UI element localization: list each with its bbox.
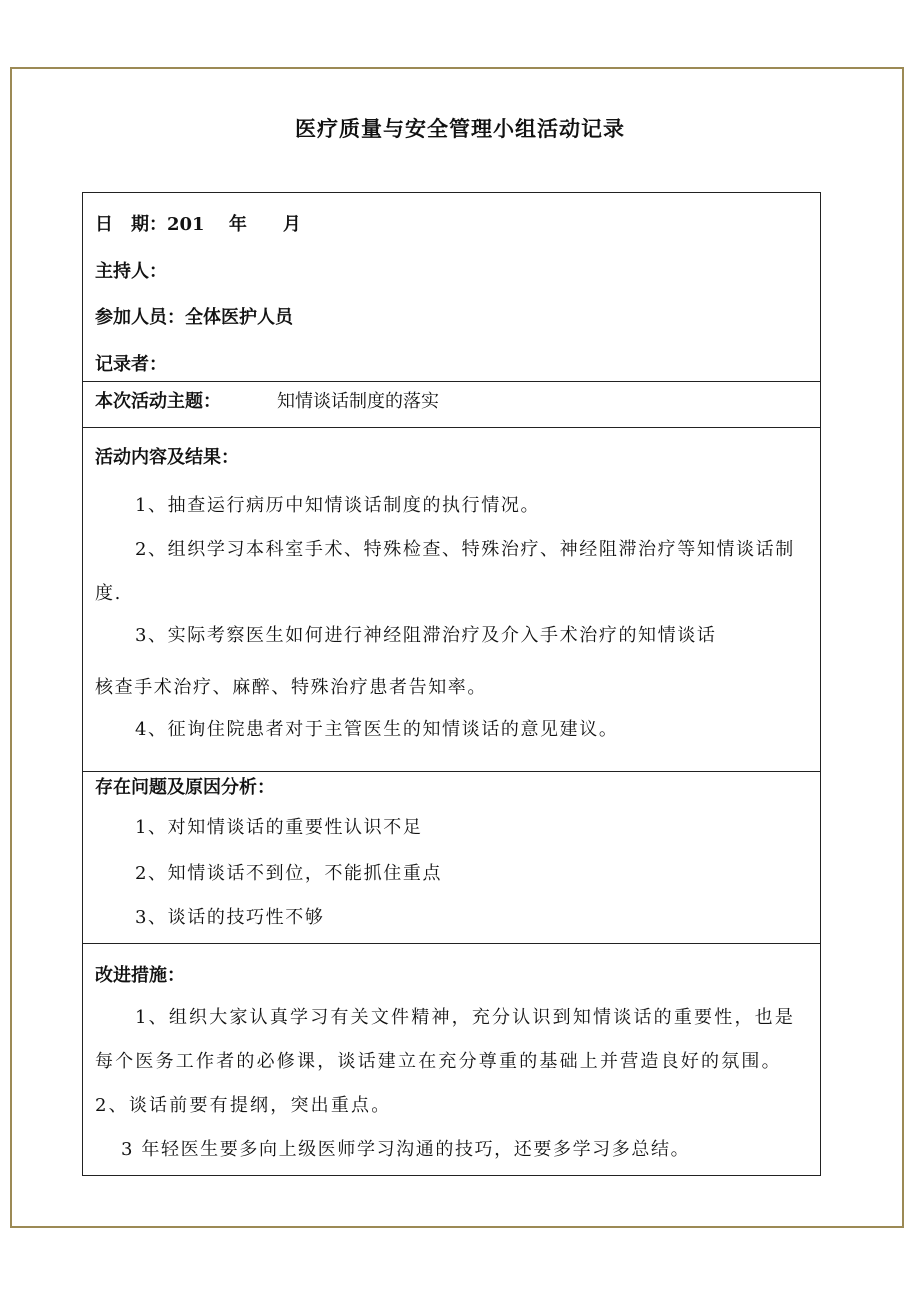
improvements-para-1: 1、组织大家认真学习有关文件精神，充分认识到知情谈话的重要性，也是每个医务工作者的必修课，谈话建立在充分尊重的基础上并营造良好的氛围。2、谈话前要有提纲，突出重点。 [95,1007,796,1116]
problems-item-1: 1、对知情谈话的重要性认识不足 [135,817,423,838]
content-item-3b: 核查手术治疗、麻醉、特殊治疗患者告知率。 [95,677,487,698]
content-item-4: 4、征询住院患者对于主管医生的知情谈话的意见建议。 [135,719,619,740]
improvements-heading: 改进措施： [95,965,185,986]
topic-label: 本次活动主题： [95,391,221,412]
participants-value: 全体医护人员 [185,307,293,328]
participants-label: 参加人员： [95,307,185,328]
content-item-1: 1、抽查运行病历中知情谈话制度的执行情况。 [135,495,541,516]
content-section [83,427,820,771]
host-row [95,260,167,284]
info-section [83,193,820,381]
improvements-section [83,943,820,1175]
problems-section [83,771,820,943]
topic-section [83,381,820,427]
date-value: 201 年 月 [167,214,301,235]
host-label: 主持人： [95,261,167,282]
recorder-label: 记录者： [95,354,167,375]
recorder-row [95,353,167,377]
date-row [95,213,301,237]
date-label: 日 期： [95,214,167,235]
content-item-2: 2、组织学习本科室手术、特殊检查、特殊治疗、神经阻滞治疗等知情谈话制度. [95,539,795,604]
page-title: 医疗质量与安全管理小组活动记录 [295,116,625,141]
topic-value: 知情谈话制度的落实 [277,391,439,412]
content-heading: 活动内容及结果： [95,447,239,468]
problems-item-3: 3、谈话的技巧性不够 [135,907,325,928]
topic-row [95,390,439,414]
record-table [82,192,821,1176]
participants-row [95,306,293,330]
problems-heading: 存在问题及原因分析： [95,777,275,798]
problems-item-2: 2、知情谈话不到位，不能抓住重点 [135,863,443,884]
content-item-3a: 3、实际考察医生如何进行神经阻滞治疗及介入手术治疗的知情谈话 [135,625,717,646]
improvements-para-2: 3 年轻医生要多向上级医师学习沟通的技巧，还要多学习多总结。 [121,1139,691,1160]
